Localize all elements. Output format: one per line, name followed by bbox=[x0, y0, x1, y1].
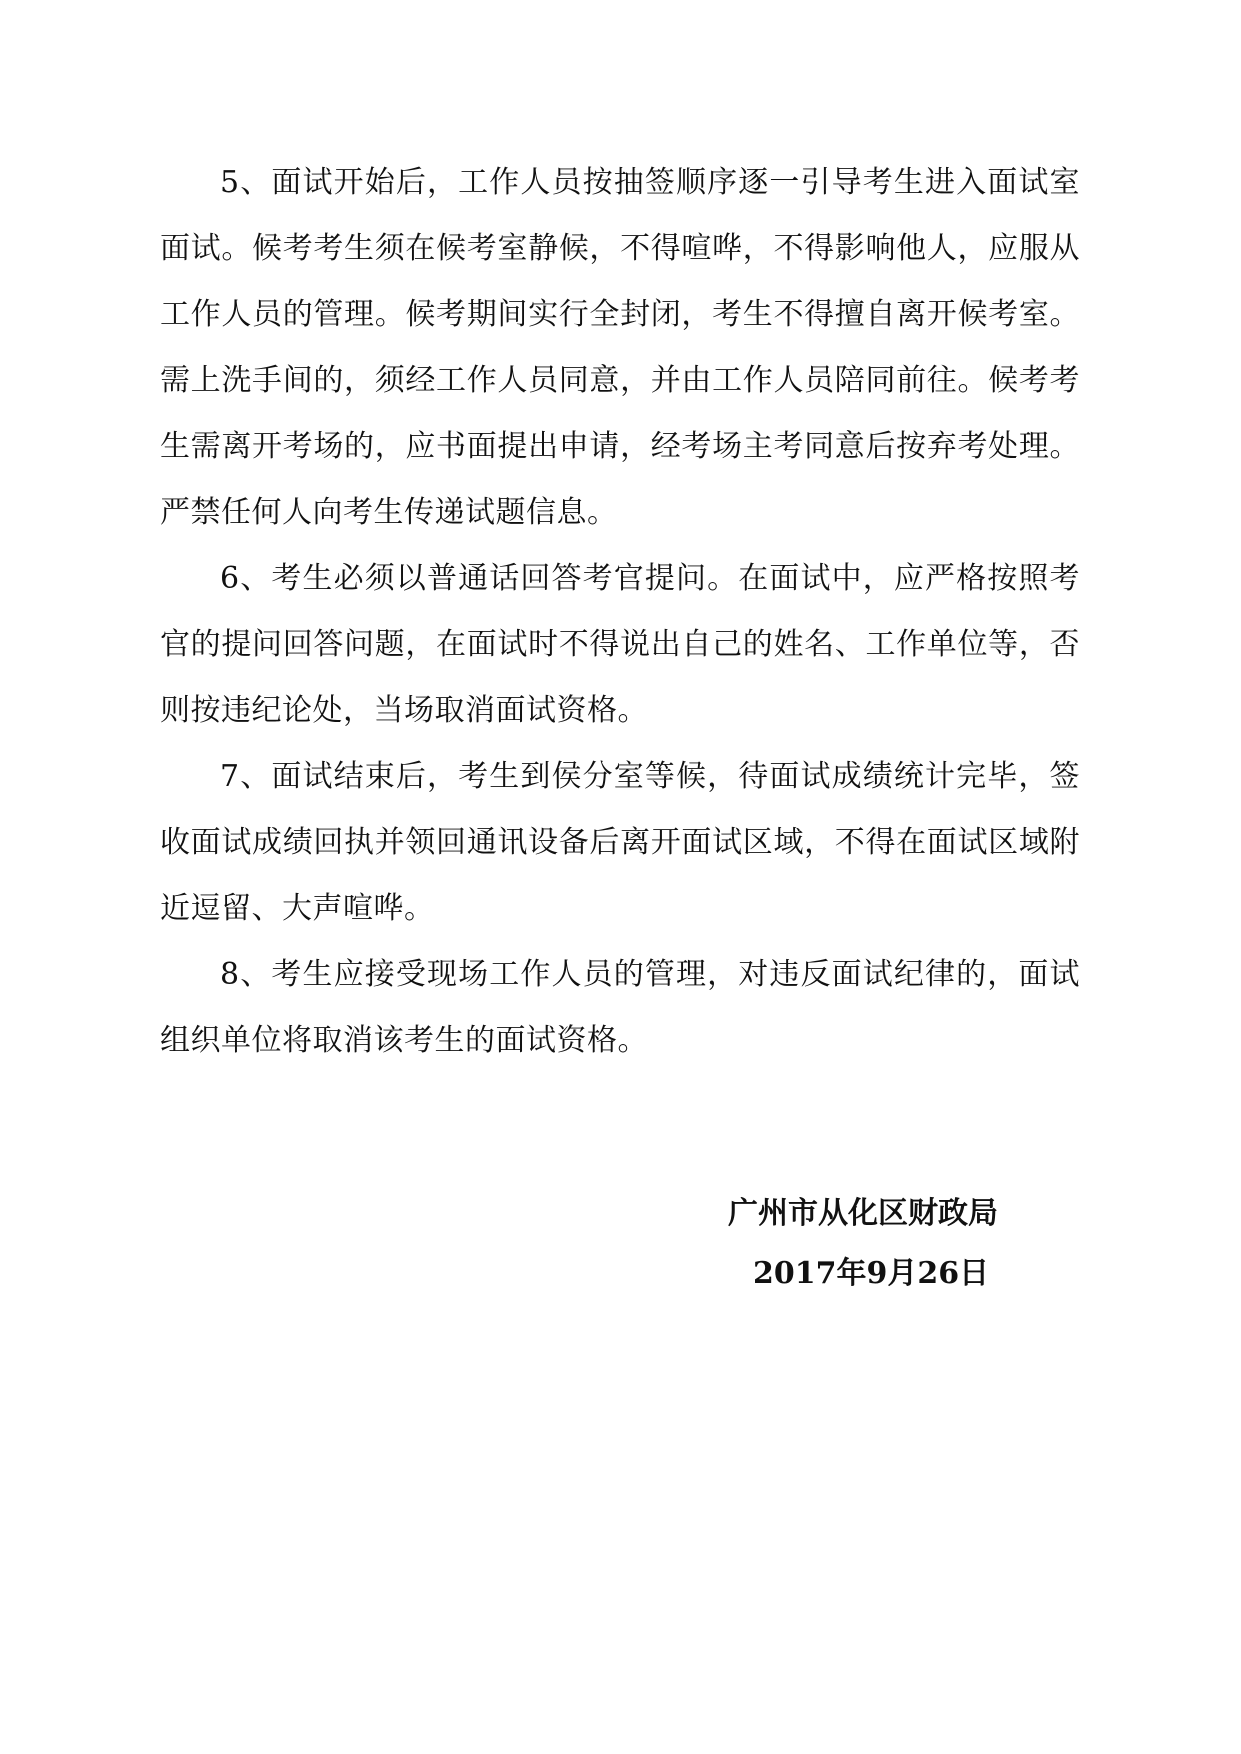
paragraph-rule-8: 8、考生应接受现场工作人员的管理，对违反面试纪律的，面试组织单位将取消该考生的面试资格。 bbox=[160, 957, 1080, 1058]
issuing-organization: 广州市从化区财政局 bbox=[728, 1196, 998, 1231]
paragraph-rule-7: 7、面试结束后，考生到侯分室等候，待面试成绩统计完毕，签收面试成绩回执并领回通讯设备后离开面试区域，不得在面试区域附近逗留、大声喧哗。 bbox=[160, 759, 1080, 926]
issue-date: 2017年9月26日 bbox=[753, 1256, 990, 1291]
paragraph-rule-5: 5、面试开始后，工作人员按抽签顺序逐一引导考生进入面试室面试。候考考生须在候考室静候，不得喧哗，不得影响他人，应服从工作人员的管理。候考期间实行全封闭，考生不得擅自离开候考室。需上洗手间的，须经工作人员同意，并由工作人员陪同前往。候考考生需离开考场的，应书面提出申请，经考场主考同意后按弃考处理。严禁任何人向考生传递试题信息。 bbox=[160, 165, 1080, 530]
document-body bbox=[160, 150, 1080, 1074]
paragraph-rule-6: 6、考生必须以普通话回答考官提问。在面试中，应严格按照考官的提问回答问题，在面试时不得说出自己的姓名、工作单位等，否则按违纪论处，当场取消面试资格。 bbox=[160, 561, 1080, 728]
